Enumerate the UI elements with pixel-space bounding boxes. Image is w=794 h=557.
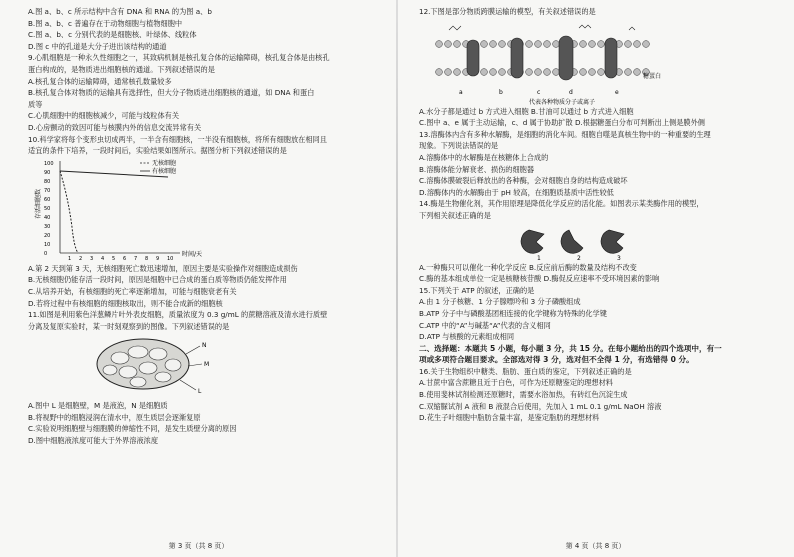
q9-lines-line: C.心肌细胞中的细胞核减少，可能与线粒体有关 xyxy=(28,111,180,121)
fig14-2: 2 xyxy=(577,254,581,262)
phospholipid-head xyxy=(544,40,551,47)
q13-lines-line: D.溶酶体内的水解酶由于 pH 较高，在细胞质基质中活性较低 xyxy=(419,187,614,197)
q10-options xyxy=(28,263,389,309)
y-tick-label: 60 xyxy=(44,196,51,203)
top-lines-line: A.图 a、b、c 所示结构中含有 DNA 和 RNA 的为图 a、b xyxy=(28,7,212,16)
question-14 xyxy=(419,198,786,221)
q10-after-line: A.第 2 天到第 3 天，无核细胞死亡数迅速增加，原因主要是实验操作对细胞造成损伤 xyxy=(28,263,298,273)
question-13 xyxy=(419,129,786,199)
y-tick-label: 0 xyxy=(44,250,48,257)
question-10 xyxy=(28,134,389,157)
phospholipid-head xyxy=(535,68,542,75)
top-lines-line: B.图 a、b、c 普遍存在于动物细胞与植物细胞中 xyxy=(28,18,183,28)
q11-after-line: D.图中细胞液浓度可能大于外界溶液浓度 xyxy=(28,436,159,446)
q12-after-line: A.水分子都是通过 b 方式进入细胞 B.甘油可以通过 b 方式进入细胞 xyxy=(419,106,634,116)
phospholipid-head xyxy=(499,40,506,47)
q9-lines-line: A.核孔复合体的运输障碍，通常核孔数量较多 xyxy=(28,76,172,86)
q15-lines-line: D.ATP 与核酸的元素组成相同 xyxy=(419,332,515,342)
x-tick-label: 5 xyxy=(112,255,116,262)
y-tick-label: 50 xyxy=(44,205,51,212)
q16-lines-line: 16.关于生物组织中糖类、脂肪、蛋白质的鉴定，下列叙述正确的是 xyxy=(419,366,632,376)
footer-left: 第 3 页（共 8 页） xyxy=(168,542,229,550)
phospholipid-head xyxy=(436,40,443,47)
phospholipid-head xyxy=(490,68,497,75)
q13-lines-line: B.溶酶体能分解衰老、损伤的细胞器 xyxy=(419,164,535,174)
page-4 xyxy=(397,0,794,557)
q15-lines-line: 15.下列关于 ATP 的叙述，正确的是 xyxy=(419,285,535,295)
phospholipid-head xyxy=(490,40,497,47)
fig12-legend: 代表各种物质分子或离子 xyxy=(529,98,596,106)
q14-lines-line: 14.酶是生物催化剂，其作用原理是降低化学反应的活化能。如图表示某类酶作用的模型， xyxy=(419,199,704,209)
phospholipid-head xyxy=(553,68,560,75)
q11-lines-line: 分离及复原实验时，某一时刻观察到的图像。下列叙述错误的是 xyxy=(28,321,230,331)
x-tick-label: 7 xyxy=(134,255,138,262)
phospholipid-head xyxy=(634,68,641,75)
phospholipid-head xyxy=(454,68,461,75)
q16-lines-line: B.使用斐林试剂检测还原糖时，需要水浴加热，有砖红色沉淀生成 xyxy=(419,390,628,400)
q8-options xyxy=(28,6,389,52)
fig12-c: c xyxy=(537,88,541,96)
chart-ylabel: 存活细胞数 xyxy=(35,188,42,219)
phospholipid-head xyxy=(481,40,488,47)
x-tick-label: 4 xyxy=(101,255,105,262)
q10-lines-line: 10.科学家将每个变形虫切成两半，一半含有细胞核，一半没有细胞核，将所有细胞放在相同且 xyxy=(28,134,327,144)
cell-svg xyxy=(28,332,228,400)
legend-nucleated: 有核细胞 xyxy=(152,167,177,175)
x-tick-label: 1 xyxy=(68,255,72,262)
phospholipid-head xyxy=(454,40,461,47)
q16-lines-line: D.花生子叶细胞中脂肪含量丰富，是鉴定脂肪的理想材料 xyxy=(419,413,600,423)
y-tick-label: 90 xyxy=(44,169,51,176)
phospholipid-head xyxy=(526,40,533,47)
q11-after-line: A.图中 L 是细胞壁，M 是液泡，N 是细胞质 xyxy=(28,401,168,411)
phospholipid-head xyxy=(436,68,443,75)
phospholipid-head xyxy=(625,40,632,47)
y-tick-label: 100 xyxy=(44,160,54,167)
q11-after-line: C.实验说明细胞壁与细胞膜的伸缩性不同，是发生质壁分离的原因 xyxy=(28,424,237,434)
y-tick-label: 10 xyxy=(44,241,51,248)
q13-lines-line: A.溶酶体中的水解酶是在核糖体上合成的 xyxy=(419,152,549,162)
q13-lines-line: C.溶酶体膜破裂后释放出的各种酶，会对细胞自身的结构造成破坏 xyxy=(419,176,628,186)
q9-lines-line: B.核孔复合体对物质的运输具有选择性，但大分子物质进出细胞核的通道，如 DNA 和蛋白 xyxy=(28,88,315,98)
phospholipid-head xyxy=(445,40,452,47)
phospholipid-head xyxy=(643,40,650,47)
phospholipid-head xyxy=(634,40,641,47)
q15-lines-line: B.ATP 分子中与磷酸基团相连接的化学键称为特殊的化学键 xyxy=(419,308,607,318)
fig12-e: e xyxy=(615,88,619,96)
q14-after-line: A.一种酶只可以催化一种化学反应 B.反应前后酶的数量及结构不改变 xyxy=(419,262,637,272)
q16-lines-line: A.甘蔗中富含蔗糖且近于白色，可作为还原糖鉴定的理想材料 xyxy=(419,378,613,388)
q9-lines-line: 9.心肌细胞是一种永久性细胞之一，其致病机制是核孔复合体的运输障碍，核孔复合体是由核孔 xyxy=(28,53,330,63)
y-tick-label: 30 xyxy=(44,223,51,230)
q14-lines-line: 下列相关叙述正确的是 xyxy=(419,210,491,220)
fig12-a: a xyxy=(459,88,463,96)
fig12-sugar-protein: 糖蛋白 xyxy=(643,72,662,80)
q16-lines-line: C.双缩脲试剂 A 液和 B 液混合后使用，先加入 1 mL 0.1 g/mL NaOH 溶液 xyxy=(419,401,662,411)
phospholipid-head xyxy=(526,68,533,75)
y-tick-label: 70 xyxy=(44,187,51,194)
phospholipid-head xyxy=(589,68,596,75)
phospholipid-head xyxy=(535,40,542,47)
x-tick-label: 6 xyxy=(123,255,127,262)
phospholipid-head xyxy=(589,40,596,47)
q11-after-line: B.将视野中的细胞浸润在清水中，原生质层会逐渐复原 xyxy=(28,412,201,422)
x-tick-label: 10 xyxy=(167,255,174,262)
question-12 xyxy=(419,6,786,18)
fig14-3: 3 xyxy=(617,254,621,262)
chart-xlabel: 时间/天 xyxy=(182,250,203,258)
label-L: L xyxy=(198,388,202,396)
q10-after-line: D.若将过程中有核细胞的细胞核取出，则不能合成新的细胞核 xyxy=(28,298,223,308)
phospholipid-head xyxy=(544,68,551,75)
q14-enzyme-figure xyxy=(419,222,786,262)
q15-lines-line: A.由 1 分子核糖、1 分子腺嘌呤和 3 分子磷酸组成 xyxy=(419,297,581,307)
question-15 xyxy=(419,285,786,343)
phospholipid-head xyxy=(553,40,560,47)
phospholipid-head xyxy=(625,68,632,75)
phospholipid-head xyxy=(580,68,587,75)
phospholipid-head xyxy=(481,68,488,75)
q10-after-line: B.无核细胞仍能存活一段时间，原因是细胞中已合成的蛋白质等物质仍能发挥作用 xyxy=(28,275,287,285)
fig12-b: b xyxy=(499,88,503,96)
section2-line: 项或多项符合题目要求。全部选对得 3 分，选对但不全得 1 分，有选错得 0 分。 xyxy=(419,355,694,365)
q10-lines-line: 适宜的条件下培养，一段时间后，实验结果如图所示。据图分析下列叙述错误的是 xyxy=(28,146,287,156)
q13-lines-line: 现象。下列说法错误的是 xyxy=(419,141,499,151)
q12-options xyxy=(419,106,786,129)
q11-lines-line: 11.如图是利用紫色洋葱鳞片叶外表皮细胞，质量浓度为 0.3 g/mL 的蔗糖溶液及清水进行质壁 xyxy=(28,310,328,320)
q11-cell-figure xyxy=(28,332,389,400)
y-tick-label: 40 xyxy=(44,214,51,221)
membrane-svg xyxy=(419,18,669,106)
question-16 xyxy=(419,366,786,424)
q10-chart-svg xyxy=(28,157,208,263)
q12-lines-line: 12.下图是部分物质跨膜运输的模型，有关叙述错误的是 xyxy=(419,7,596,16)
section-2-heading xyxy=(419,343,786,366)
label-M: M xyxy=(204,361,210,369)
y-tick-label: 20 xyxy=(44,232,51,239)
footer-right: 第 4 页（共 8 页） xyxy=(565,542,626,550)
q15-lines-line: C.ATP 中的“A”与碱基“A”代表的含义相同 xyxy=(419,320,551,330)
legend-anucleate: 无核细胞 xyxy=(152,159,177,167)
top-lines-line: D.图 c 中的孔道是大分子进出该结构的通道 xyxy=(28,41,167,51)
q14-after-line: C.酶的基本组成单位一定是核糖核苷酸 D.酶促反应速率不受环境因素的影响 xyxy=(419,274,660,284)
q12-after-line: C.图中 a、e 属于主动运输，c、d 属于协助扩散 D.根据糖蛋白分布可判断出上侧是膜外侧 xyxy=(419,118,705,128)
q11-options xyxy=(28,400,389,446)
x-tick-label: 2 xyxy=(79,255,83,262)
section2-line: 二、选择题：本题共 5 小题，每小题 3 分，共 15 分。在每小题给出的四个选项中，有一 xyxy=(419,343,722,353)
q10-line-chart xyxy=(28,157,389,263)
q14-options xyxy=(419,262,786,285)
q13-lines-line: 13.溶酶体内含有多种水解酶，是细胞的消化车间。细胞自噬是真核生物中的一种重要的生理 xyxy=(419,129,711,139)
fig14-1: 1 xyxy=(537,254,541,262)
label-N: N xyxy=(202,342,207,350)
phospholipid-head xyxy=(598,40,605,47)
question-9 xyxy=(28,52,389,133)
y-tick-label: 80 xyxy=(44,178,51,185)
question-11 xyxy=(28,309,389,332)
q10-after-line: C.从培养开始，有核细胞的死亡率逐渐增加，可能与细胞衰老有关 xyxy=(28,286,237,296)
enzyme-svg xyxy=(419,222,669,262)
x-tick-label: 3 xyxy=(90,255,94,262)
phospholipid-head xyxy=(445,68,452,75)
x-tick-label: 8 xyxy=(145,255,149,262)
fig12-d: d xyxy=(569,88,573,96)
q9-lines-line: 质等 xyxy=(28,99,43,109)
q9-lines-line: 蛋白构成的，是物质进出细胞核的通道。下列叙述错误的是 xyxy=(28,64,215,74)
phospholipid-head xyxy=(598,68,605,75)
top-lines-line: C.图 a、b、c 分别代表的是细胞核、叶绿体、线粒体 xyxy=(28,30,197,40)
series-anucleate xyxy=(60,171,78,253)
phospholipid-head xyxy=(580,40,587,47)
q9-lines-line: D.心房颤动的致因可能与核膜内外的信息交流异常有关 xyxy=(28,122,202,132)
x-tick-label: 9 xyxy=(156,255,160,262)
q12-membrane-figure xyxy=(419,18,786,106)
phospholipid-head xyxy=(499,68,506,75)
